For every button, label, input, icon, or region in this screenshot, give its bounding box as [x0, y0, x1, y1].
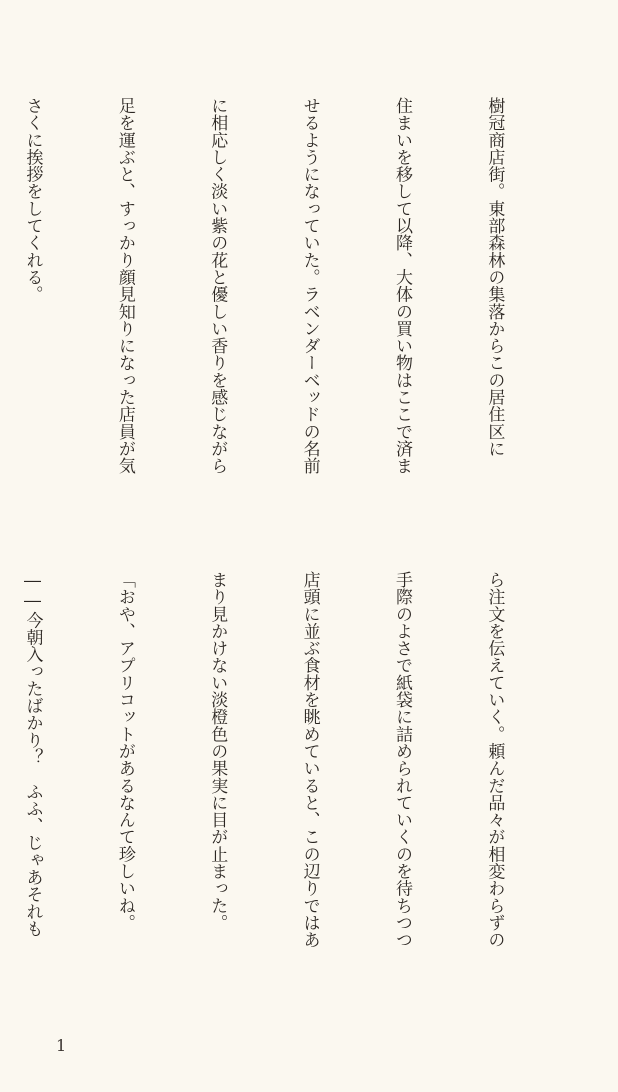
- text-line: ら注文を伝えていく。頼んだ品々が相変わらずの: [484, 571, 505, 949]
- text-line: 手際のよさで紙袋に詰められていくのを待ちつつ: [392, 571, 413, 949]
- text-line: 住まいを移して以降、大体の買い物はここで済ま: [392, 97, 413, 475]
- page-number: 1: [56, 1036, 67, 1055]
- text-line: 「おや、アプリコットがあるなんて珍しいね。: [114, 571, 135, 932]
- text-line: 足を運ぶと、すっかり顔見知りになった店員が気: [114, 97, 135, 475]
- text-line: まり見かけない淡橙色の果実に目が止まった。: [207, 571, 228, 932]
- text-line: 店頭に並ぶ食材を眺めていると、この辺りではあ: [299, 571, 320, 949]
- text-block-top: [0, 97, 571, 527]
- text-line: ――今朝入ったばかり？ ふふ、じゃあそれも: [22, 571, 43, 938]
- text-line: 樹冠商店街。東部森林の集落からこの居住区に: [484, 97, 505, 458]
- text-line: せるようになっていた。ラベンダーベッドの名前: [299, 97, 320, 475]
- text-block-bottom: [0, 571, 571, 1001]
- text-line: に相応しく淡い紫の花と優しい香りを感じながら: [207, 97, 228, 475]
- text-line: さくに挨拶をしてくれる。: [22, 97, 43, 303]
